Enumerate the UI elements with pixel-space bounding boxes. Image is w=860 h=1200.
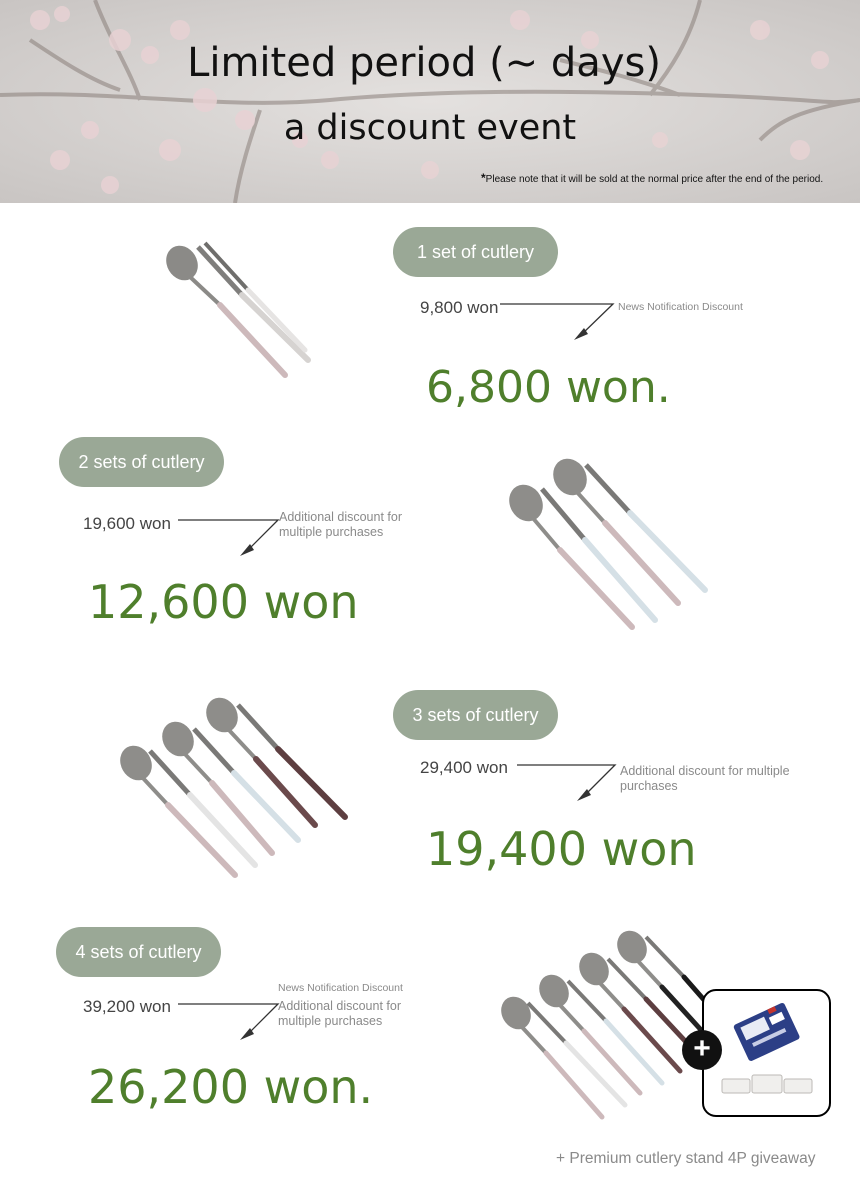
event-title: Limited period (~ days) (187, 40, 661, 86)
note-star: * (481, 171, 486, 185)
offer-1-label: 1 set of cutlery (393, 227, 558, 277)
offer-3-sale-price: 19,400 won (426, 822, 697, 876)
event-subtitle: a discount event (283, 108, 577, 148)
offer-4-discount-note-top: News Notification Discount (278, 982, 403, 994)
offer-4-sale-price: 26,200 won. (88, 1060, 374, 1114)
cutlery-stand-gift-image (704, 991, 829, 1115)
offer-2-label: 2 sets of cutlery (59, 437, 224, 487)
offer-2-original-price: 19,600 won (83, 514, 171, 533)
gift-giveaway-text: + Premium cutlery stand 4P giveaway (556, 1150, 816, 1167)
offer-3-original-price: 29,400 won (420, 758, 508, 777)
offer-3-arrow (515, 761, 620, 805)
offer-1-original-price: 9,800 won (420, 298, 499, 317)
note-text: Please note that it will be sold at the normal price after the end of the period. (485, 174, 824, 185)
offer-4-arrow (176, 1000, 286, 1044)
offer-4-original-price: 39,200 won (83, 997, 171, 1016)
offer-1-sale-price: 6,800 won. (426, 362, 671, 413)
offer-4-discount-note: Additional discount for multiple purchases (278, 999, 401, 1028)
offer-3-discount-note: Additional discount for multiple purchases (620, 764, 790, 793)
cutlery-3set-image (110, 695, 360, 885)
offer-4-label: 4 sets of cutlery (56, 927, 221, 977)
price-note (481, 171, 823, 185)
offer-2-arrow (176, 516, 286, 560)
gift-plus-icon: + (682, 1030, 722, 1070)
offer-2-discount-note: Additional discount for multiple purchases (279, 510, 402, 539)
cutlery-2set-image (500, 455, 730, 640)
offer-1-discount-note: News Notification Discount (618, 301, 743, 313)
offer-2-sale-price: 12,600 won (88, 575, 359, 629)
offer-1-arrow (498, 300, 618, 342)
hero-banner (0, 0, 860, 203)
offer-3-label: 3 sets of cutlery (393, 690, 558, 740)
cutlery-1set-image (150, 235, 330, 395)
cutlery-4set-image (490, 925, 720, 1125)
